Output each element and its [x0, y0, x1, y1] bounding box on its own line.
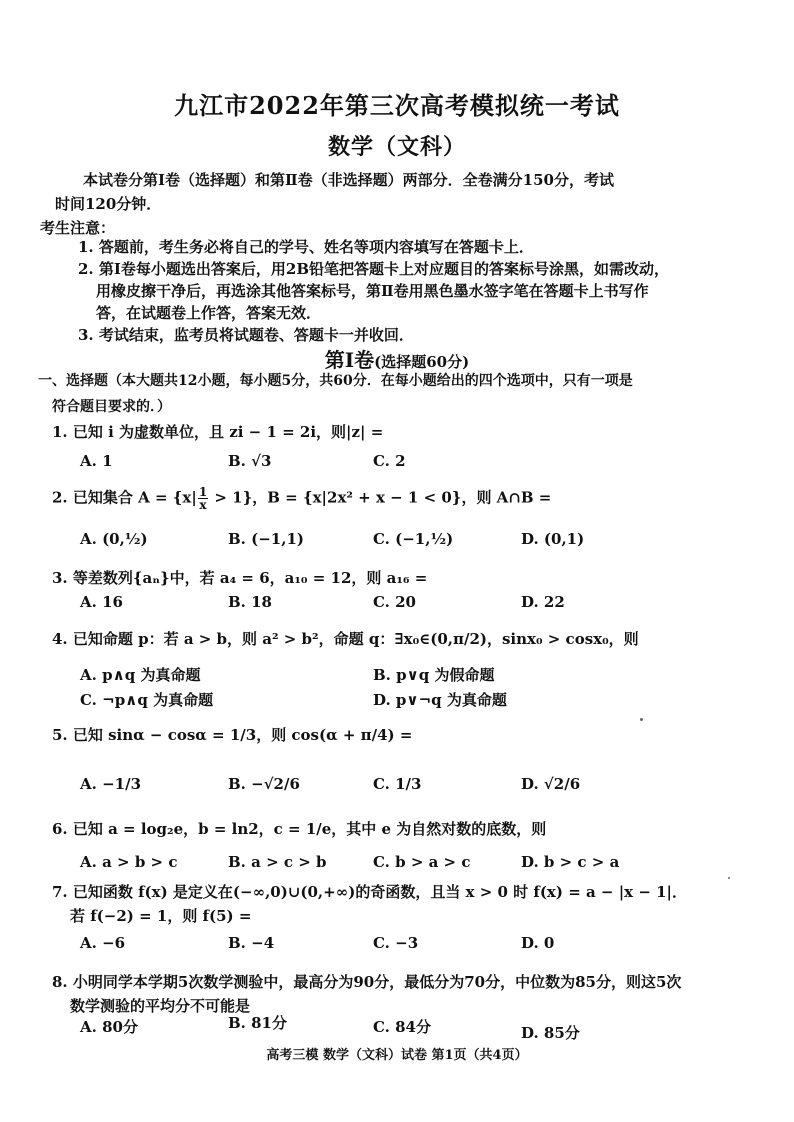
q4-option-a: A. p∧q 为真命题	[80, 666, 201, 684]
q8-option-d: D. 85分	[521, 1024, 580, 1042]
q6-option-d: D. b > c > a	[521, 853, 620, 871]
q5-option-a: A. −1/3	[80, 775, 142, 793]
notice-item-3: 3. 考试结束，监考员将试题卷、答题卡一并收回．	[78, 326, 414, 344]
q6-option-a: A. a > b > c	[80, 853, 178, 871]
notice-item-1: 1. 答题前，考生务必将自己的学号、姓名等项内容填写在答题卡上．	[78, 238, 534, 256]
q2-option-a: A. (0,½)	[80, 530, 148, 548]
section-score: (选择题60分)	[374, 353, 470, 371]
exam-title: 九江市2022年第三次高考模拟统一考试	[174, 91, 620, 120]
section-instructions	[38, 368, 718, 420]
q7-option-a: A. −6	[80, 934, 126, 952]
notice-item-2-cont2: 答，在试题卷上作答，答案无效．	[96, 304, 322, 322]
scan-speck	[728, 877, 730, 879]
scan-speck	[640, 718, 643, 721]
q3-option-d: D. 22	[521, 593, 565, 611]
intro-line-2: 时间120分钟．	[55, 195, 162, 213]
q2-frac-den: x	[199, 498, 207, 512]
page-footer: 高考三模 数学（文科）试卷 第1页（共4页）	[266, 1048, 528, 1063]
q2-option-b: B. (−1,1)	[228, 530, 304, 548]
notice-item-2-cont: 用橡皮擦干净后，再选涂其他答案标号，第Ⅱ卷用黑色墨水签字笔在答题卡上书写作	[96, 282, 649, 300]
q8-option-b: B. 81分	[228, 1014, 287, 1032]
q2-option-c: C. (−1,½)	[373, 530, 454, 548]
question-1-stem: 1. 已知 i 为虚数单位，且 zi − 1 = 2i，则|z| =	[52, 423, 384, 441]
q4-option-b: B. p∨q 为假命题	[373, 666, 495, 684]
q3-option-c: C. 20	[373, 593, 416, 611]
notice-item-2: 2. 第Ⅰ卷每小题选出答案后，用2B铅笔把答题卡上对应题目的答案标号涂黑，如需改动，	[78, 260, 670, 278]
notice-heading: 考生注意：	[40, 219, 116, 237]
section-instructions-line-1: 一、选择题（本大题共12小题，每小题5分，共60分．在每小题给出的四个选项中，只有一项是	[38, 373, 633, 389]
question-8-stem-2: 数学测验的平均分不可能是	[70, 997, 251, 1015]
question-7-stem-2: 若 f(−2) = 1，则 f(5) =	[70, 907, 252, 925]
exam-intro	[55, 168, 725, 216]
q2-stem-pre: 2. 已知集合 A = {x|	[52, 488, 197, 507]
q4-option-c: C. ¬p∧q 为真命题	[80, 691, 214, 709]
notice-list	[78, 236, 718, 346]
q8-option-a: A. 80分	[80, 1018, 138, 1036]
q7-option-b: B. −4	[228, 934, 275, 952]
q7-option-c: C. −3	[373, 934, 419, 952]
q1-option-c: C. 2	[373, 452, 406, 470]
question-4-stem: 4. 已知命题 p：若 a > b，则 a² > b²，命题 q：∃x₀∈(0,π/2)，sinx₀ > cosx₀，则	[52, 630, 639, 648]
question-8-stem: 8. 小明同学本学期5次数学测验中，最高分为90分，最低分为70分，中位数为85分，则这5次	[52, 973, 682, 991]
question-2-stem	[52, 486, 551, 511]
q5-option-c: C. 1/3	[373, 775, 422, 793]
q8-option-c: C. 84分	[373, 1018, 431, 1036]
q3-option-a: A. 16	[80, 593, 123, 611]
q6-option-c: C. b > a > c	[373, 853, 471, 871]
question-7-stem: 7. 已知函数 f(x) 是定义在(−∞,0)∪(0,+∞)的奇函数，且当 x > 0 时 f(x) = a − |x − 1|．	[52, 883, 688, 901]
q1-option-b: B. √3	[228, 452, 272, 470]
q7-option-d: D. 0	[521, 934, 555, 952]
q1-option-a: A. 1	[80, 452, 113, 470]
q6-option-b: B. a > c > b	[228, 853, 327, 871]
section-instructions-line-2: 符合题目要求的．）	[52, 399, 171, 415]
intro-line-1: 本试卷分第Ⅰ卷（选择题）和第Ⅱ卷（非选择题）两部分．全卷满分150分，考试	[83, 171, 614, 189]
q2-frac-num: 1	[198, 485, 208, 499]
question-5-stem: 5. 已知 sinα − cosα = 1/3，则 cos(α + π/4) =	[52, 726, 413, 744]
section-title: 第Ⅰ卷	[324, 348, 375, 372]
question-3-stem: 3. 等差数列{aₙ}中，若 a₄ = 6，a₁₀ = 12，则 a₁₆ =	[52, 569, 428, 587]
q2-fraction	[198, 486, 208, 511]
q5-option-d: D. √2/6	[521, 775, 581, 793]
exam-subtitle: 数学（文科）	[327, 134, 466, 160]
q3-option-b: B. 18	[228, 593, 272, 611]
q5-option-b: B. −√2/6	[228, 775, 300, 793]
q4-option-d: D. p∨¬q 为真命题	[373, 691, 507, 709]
q2-option-d: D. (0,1)	[521, 530, 585, 548]
question-6-stem: 6. 已知 a = log₂e，b = ln2，c = 1/e，其中 e 为自然对数的底数，则	[52, 820, 547, 838]
q2-stem-post: > 1}，B = {x|2x² + x − 1 < 0}，则 A∩B =	[209, 488, 552, 507]
